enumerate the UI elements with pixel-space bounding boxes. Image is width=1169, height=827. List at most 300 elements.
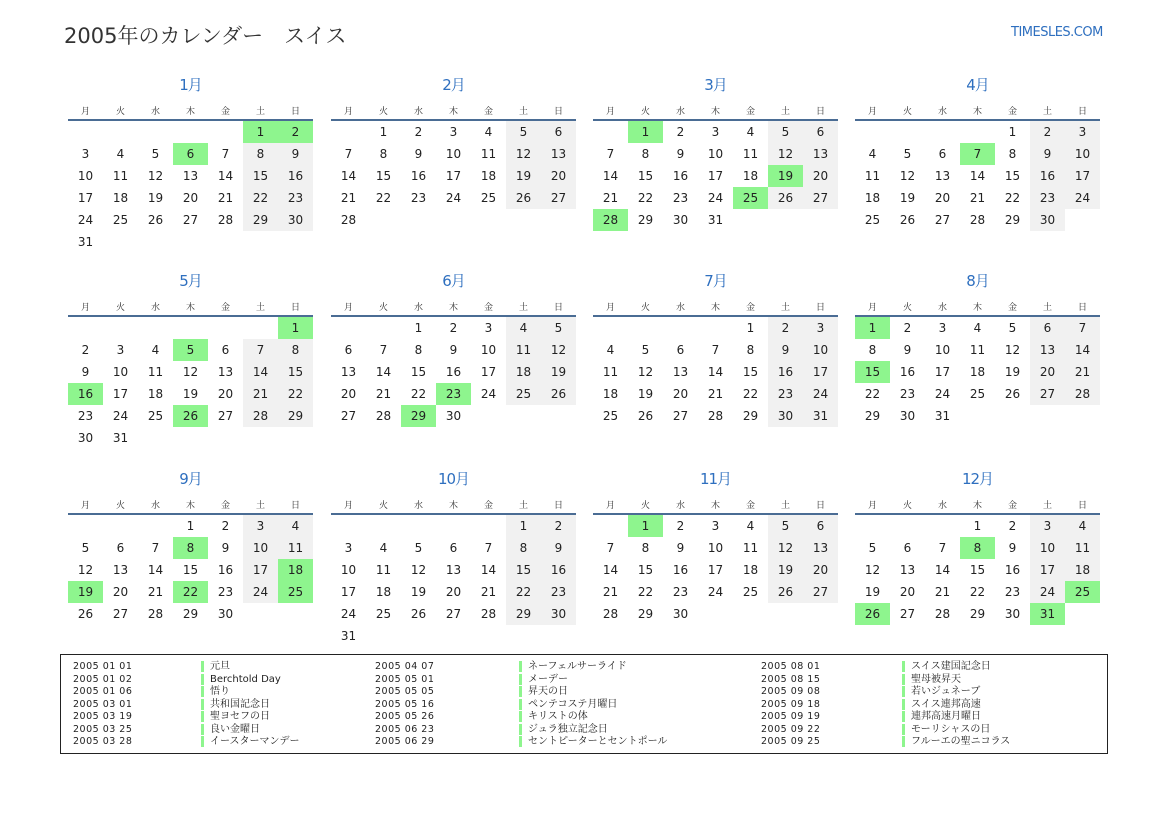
day-cell: 14	[480, 563, 497, 577]
day-cell: 7	[606, 541, 615, 555]
day-cell: 20	[1030, 361, 1065, 383]
day-cell: 3	[484, 321, 493, 335]
day-cell: 20	[672, 387, 689, 401]
day-cell: 4	[1065, 515, 1100, 537]
day-cell: 3	[711, 125, 720, 139]
day-cell: 29	[637, 213, 654, 227]
day-cell: 7	[938, 541, 947, 555]
day-cell: 4	[746, 519, 755, 533]
holiday-name: 若いジュネーブ	[902, 686, 980, 697]
weekday-label: 日	[553, 303, 563, 313]
day-cell: 21	[602, 585, 619, 599]
day-cell: 1	[379, 125, 388, 139]
day-cell: 10	[77, 169, 94, 183]
weekday-label: 水	[937, 107, 947, 117]
day-cell: 13	[112, 563, 129, 577]
day-cell: 11	[602, 365, 619, 379]
weekday-label: 金	[745, 303, 755, 313]
weekday-label: 月	[80, 107, 90, 117]
month-title: 4月	[966, 76, 989, 94]
weekday-label: 水	[937, 303, 947, 313]
weekday-label: 火	[378, 501, 388, 511]
holiday-day-cell: 1	[243, 121, 278, 143]
holiday-name: キリストの体	[519, 711, 588, 722]
weekday-label: 火	[378, 303, 388, 313]
day-cell: 7	[1065, 317, 1100, 339]
day-cell: 22	[637, 191, 654, 205]
day-cell: 19	[147, 191, 164, 205]
weekday-header	[331, 104, 576, 118]
day-cell: 15	[506, 559, 541, 581]
day-cell: 19	[899, 191, 916, 205]
day-cell: 19	[182, 387, 199, 401]
day-cell: 8	[379, 147, 388, 161]
day-cell: 24	[77, 213, 94, 227]
day-cell: 12	[768, 537, 803, 559]
weekday-label: 金	[1007, 303, 1017, 313]
day-cell: 6	[1030, 317, 1065, 339]
weekday-label: 金	[745, 501, 755, 511]
day-cell: 29	[1004, 213, 1021, 227]
weekday-label: 木	[448, 107, 458, 117]
day-cell: 31	[77, 235, 94, 249]
day-cell: 2	[81, 343, 90, 357]
day-cell: 28	[1065, 383, 1100, 405]
holiday-day-cell: 16	[68, 383, 103, 405]
day-cell: 14	[340, 169, 357, 183]
holiday-date: 2005 04 07	[375, 661, 435, 672]
day-cell: 21	[602, 191, 619, 205]
holiday-day-cell: 1	[855, 317, 890, 339]
day-cell: 20	[934, 191, 951, 205]
day-cell: 3	[711, 519, 720, 533]
day-cell: 28	[969, 213, 986, 227]
day-cell: 15	[969, 563, 986, 577]
weekday-header	[593, 498, 838, 512]
weekday-label: 金	[483, 501, 493, 511]
day-cell: 16	[1004, 563, 1021, 577]
day-cell: 9	[81, 365, 90, 379]
holiday-day-cell: 1	[628, 515, 663, 537]
day-cell: 22	[969, 585, 986, 599]
day-cell: 4	[746, 125, 755, 139]
holiday-date: 2005 06 23	[375, 723, 435, 735]
day-cell: 15	[637, 563, 654, 577]
weekday-label: 日	[815, 303, 825, 313]
holiday-day-cell: 25	[733, 187, 768, 209]
day-cell: 24	[1030, 581, 1065, 603]
holiday-name: 共和国記念日	[201, 699, 270, 710]
holiday-name: メーデー	[519, 674, 568, 685]
holiday-name: スイス連邦高速	[902, 699, 981, 710]
month-title: 11月	[699, 470, 732, 488]
holiday-list	[60, 654, 1108, 754]
day-cell: 18	[742, 169, 759, 183]
day-cell: 5	[768, 121, 803, 143]
month-title: 9月	[179, 470, 202, 488]
weekday-label: 火	[902, 107, 912, 117]
day-cell: 17	[340, 585, 357, 599]
day-cell: 3	[81, 147, 90, 161]
day-cell: 8	[243, 143, 278, 165]
day-cell: 11	[506, 339, 541, 361]
weekday-label: 月	[80, 303, 90, 313]
day-cell: 9	[676, 541, 685, 555]
day-cell: 22	[278, 383, 313, 405]
weekday-label: 月	[867, 107, 877, 117]
day-cell: 15	[375, 169, 392, 183]
weekday-label: 木	[972, 501, 982, 511]
month-title: 1月	[179, 76, 202, 94]
day-cell: 30	[445, 409, 462, 423]
weekday-label: 水	[413, 107, 423, 117]
day-cell: 23	[217, 585, 234, 599]
weekday-label: 日	[1077, 107, 1087, 117]
day-cell: 7	[379, 343, 388, 357]
weekday-label: 日	[553, 501, 563, 511]
holiday-day-cell: 19	[68, 581, 103, 603]
day-cell: 21	[480, 585, 497, 599]
day-cell: 25	[112, 213, 129, 227]
day-cell: 14	[217, 169, 234, 183]
day-cell: 18	[506, 361, 541, 383]
day-cell: 12	[768, 143, 803, 165]
day-cell: 19	[637, 387, 654, 401]
day-cell: 18	[602, 387, 619, 401]
day-cell: 11	[864, 169, 881, 183]
day-cell: 25	[602, 409, 619, 423]
day-cell: 12	[77, 563, 94, 577]
day-cell: 13	[899, 563, 916, 577]
day-cell: 3	[449, 125, 458, 139]
day-cell: 30	[672, 607, 689, 621]
day-cell: 18	[1065, 559, 1100, 581]
day-cell: 16	[899, 365, 916, 379]
weekday-label: 月	[867, 501, 877, 511]
day-cell: 10	[1065, 143, 1100, 165]
day-cell: 10	[707, 147, 724, 161]
day-cell: 6	[221, 343, 230, 357]
day-cell: 11	[480, 147, 497, 161]
holiday-day-cell: 25	[1065, 581, 1100, 603]
day-cell: 6	[903, 541, 912, 555]
day-cell: 28	[147, 607, 164, 621]
weekday-label: 木	[710, 501, 720, 511]
day-cell: 4	[379, 541, 388, 555]
day-cell: 26	[77, 607, 94, 621]
day-cell: 10	[1030, 537, 1065, 559]
day-cell: 21	[147, 585, 164, 599]
day-cell: 31	[934, 409, 951, 423]
day-cell: 26	[637, 409, 654, 423]
holiday-day-cell: 5	[173, 339, 208, 361]
day-cell: 20	[182, 191, 199, 205]
weekday-label: 水	[937, 501, 947, 511]
day-cell: 9	[676, 147, 685, 161]
day-cell: 25	[375, 607, 392, 621]
holiday-day-cell: 22	[173, 581, 208, 603]
holiday-date: 2005 06 29	[375, 736, 435, 747]
day-cell: 16	[445, 365, 462, 379]
day-cell: 23	[1030, 187, 1065, 209]
holiday-name: 良い金曜日	[201, 724, 260, 735]
weekday-label: 火	[640, 107, 650, 117]
day-cell: 7	[151, 541, 160, 555]
weekday-label: 水	[413, 303, 423, 313]
weekday-label: 日	[290, 501, 300, 511]
day-cell: 26	[1004, 387, 1021, 401]
day-cell: 17	[803, 361, 838, 383]
day-cell: 7	[484, 541, 493, 555]
holiday-date: 2005 09 19	[761, 711, 821, 722]
day-cell: 15	[637, 169, 654, 183]
day-cell: 14	[243, 361, 278, 383]
page-title: 2005年のカレンダー スイス	[64, 24, 347, 48]
weekday-label: 土	[1042, 501, 1052, 511]
day-cell: 13	[934, 169, 951, 183]
day-cell: 8	[1008, 147, 1017, 161]
weekday-label: 水	[413, 501, 423, 511]
day-cell: 27	[1030, 383, 1065, 405]
day-cell: 6	[541, 121, 576, 143]
weekday-label: 月	[343, 107, 353, 117]
holiday-date: 2005 03 25	[73, 723, 133, 735]
weekday-label: 土	[518, 107, 528, 117]
brand-link[interactable]: TIMESLES.COM	[1011, 25, 1103, 40]
day-cell: 4	[506, 317, 541, 339]
day-cell: 17	[707, 169, 724, 183]
day-cell: 14	[1065, 339, 1100, 361]
day-cell: 28	[243, 405, 278, 427]
day-cell: 24	[112, 409, 129, 423]
day-cell: 28	[217, 213, 234, 227]
day-cell: 13	[217, 365, 234, 379]
weekday-label: 火	[902, 303, 912, 313]
day-cell: 13	[1030, 339, 1065, 361]
holiday-day-cell: 1	[628, 121, 663, 143]
day-cell: 30	[1030, 209, 1065, 231]
day-cell: 12	[182, 365, 199, 379]
day-cell: 9	[1008, 541, 1017, 555]
day-cell: 19	[768, 559, 803, 581]
day-cell: 15	[182, 563, 199, 577]
day-cell: 14	[934, 563, 951, 577]
day-cell: 24	[707, 585, 724, 599]
holiday-name: ペンテコステ月曜日	[519, 699, 617, 710]
day-cell: 3	[243, 515, 278, 537]
weekday-label: 水	[675, 501, 685, 511]
day-cell: 21	[969, 191, 986, 205]
day-cell: 27	[217, 409, 234, 423]
weekday-label: 火	[640, 501, 650, 511]
day-cell: 14	[969, 169, 986, 183]
day-cell: 2	[768, 317, 803, 339]
weekday-label: 金	[1007, 107, 1017, 117]
day-cell: 17	[112, 387, 129, 401]
day-cell: 23	[278, 187, 313, 209]
day-cell: 25	[147, 409, 164, 423]
holiday-date: 2005 01 06	[73, 686, 133, 697]
day-cell: 10	[112, 365, 129, 379]
day-cell: 9	[414, 147, 423, 161]
day-cell: 27	[445, 607, 462, 621]
day-cell: 27	[934, 213, 951, 227]
day-cell: 22	[864, 387, 881, 401]
day-cell: 9	[768, 339, 803, 361]
day-cell: 8	[414, 343, 423, 357]
day-cell: 16	[768, 361, 803, 383]
day-cell: 25	[864, 213, 881, 227]
day-cell: 8	[506, 537, 541, 559]
day-cell: 27	[340, 409, 357, 423]
weekday-label: 土	[518, 303, 528, 313]
holiday-name: スイス建国記念日	[902, 661, 991, 672]
weekday-label: 木	[972, 107, 982, 117]
holiday-day-cell: 8	[173, 537, 208, 559]
day-cell: 10	[445, 147, 462, 161]
day-cell: 3	[116, 343, 125, 357]
holiday-name: 昇天の日	[519, 686, 568, 697]
holiday-day-cell: 15	[855, 361, 890, 383]
day-cell: 14	[707, 365, 724, 379]
weekday-label: 日	[553, 107, 563, 117]
day-cell: 2	[449, 321, 458, 335]
day-cell: 5	[868, 541, 877, 555]
weekday-label: 金	[220, 303, 230, 313]
day-cell: 14	[602, 169, 619, 183]
weekday-label: 金	[745, 107, 755, 117]
holiday-date: 2005 03 28	[73, 736, 133, 747]
weekday-label: 土	[255, 107, 265, 117]
holiday-name: 悟り	[201, 686, 230, 697]
day-cell: 12	[147, 169, 164, 183]
day-cell: 4	[606, 343, 615, 357]
day-cell: 15	[1004, 169, 1021, 183]
day-cell: 21	[375, 387, 392, 401]
day-cell: 9	[541, 537, 576, 559]
day-cell: 7	[711, 343, 720, 357]
holiday-day-cell: 25	[278, 581, 313, 603]
day-cell: 8	[278, 339, 313, 361]
day-cell: 14	[602, 563, 619, 577]
day-cell: 6	[803, 515, 838, 537]
day-cell: 21	[340, 191, 357, 205]
day-cell: 2	[541, 515, 576, 537]
day-cell: 1	[186, 519, 195, 533]
day-cell: 24	[934, 387, 951, 401]
day-cell: 24	[707, 191, 724, 205]
weekday-label: 月	[605, 107, 615, 117]
holiday-date: 2005 01 01	[73, 661, 133, 672]
day-cell: 7	[243, 339, 278, 361]
day-cell: 28	[602, 607, 619, 621]
weekday-label: 金	[1007, 501, 1017, 511]
day-cell: 26	[899, 213, 916, 227]
day-cell: 30	[217, 607, 234, 621]
day-cell: 24	[340, 607, 357, 621]
weekday-header	[331, 300, 576, 314]
day-cell: 20	[803, 559, 838, 581]
day-cell: 4	[484, 125, 493, 139]
day-cell: 29	[182, 607, 199, 621]
weekday-label: 火	[115, 107, 125, 117]
day-cell: 2	[676, 125, 685, 139]
holiday-name: 聖ヨセフの日	[201, 711, 270, 722]
day-cell: 14	[375, 365, 392, 379]
holiday-day-cell: 1	[278, 317, 313, 339]
holiday-date: 2005 09 08	[761, 686, 821, 697]
day-cell: 21	[707, 387, 724, 401]
day-cell: 24	[243, 581, 278, 603]
holiday-date: 2005 05 05	[375, 686, 435, 697]
day-cell: 15	[742, 365, 759, 379]
holiday-date: 2005 09 25	[761, 736, 821, 747]
day-cell: 25	[742, 585, 759, 599]
day-cell: 3	[344, 541, 353, 555]
weekday-label: 木	[185, 501, 195, 511]
holiday-date: 2005 05 16	[375, 698, 435, 710]
day-cell: 22	[243, 187, 278, 209]
day-cell: 1	[973, 519, 982, 533]
day-cell: 15	[410, 365, 427, 379]
day-cell: 20	[899, 585, 916, 599]
weekday-label: 月	[605, 303, 615, 313]
day-cell: 7	[221, 147, 230, 161]
weekday-label: 木	[710, 303, 720, 313]
weekday-label: 月	[867, 303, 877, 313]
weekday-label: 月	[605, 501, 615, 511]
day-cell: 17	[445, 169, 462, 183]
day-cell: 12	[864, 563, 881, 577]
day-cell: 4	[868, 147, 877, 161]
holiday-date: 2005 03 19	[73, 711, 133, 722]
day-cell: 12	[541, 339, 576, 361]
day-cell: 5	[81, 541, 90, 555]
holiday-day-cell: 7	[960, 143, 995, 165]
day-cell: 11	[742, 541, 759, 555]
holiday-name: ネーフェルサーライド	[519, 661, 627, 672]
day-cell: 2	[221, 519, 230, 533]
weekday-label: 火	[115, 303, 125, 313]
day-cell: 22	[637, 585, 654, 599]
weekday-label: 金	[483, 107, 493, 117]
day-cell: 5	[151, 147, 160, 161]
weekday-label: 水	[150, 107, 160, 117]
weekday-label: 月	[343, 303, 353, 313]
weekday-label: 火	[115, 501, 125, 511]
day-cell: 22	[742, 387, 759, 401]
day-cell: 4	[278, 515, 313, 537]
day-cell: 10	[803, 339, 838, 361]
day-cell: 28	[707, 409, 724, 423]
day-cell: 27	[541, 187, 576, 209]
day-cell: 30	[672, 213, 689, 227]
holiday-name: Berchtold Day	[201, 674, 281, 685]
month-title: 12月	[961, 470, 994, 488]
day-cell: 1	[506, 515, 541, 537]
month-title: 10月	[437, 470, 470, 488]
holiday-day-cell: 31	[1030, 603, 1065, 625]
day-cell: 27	[803, 581, 838, 603]
day-cell: 9	[278, 143, 313, 165]
day-cell: 28	[934, 607, 951, 621]
day-cell: 27	[672, 409, 689, 423]
day-cell: 3	[938, 321, 947, 335]
day-cell: 28	[375, 409, 392, 423]
weekday-label: 火	[640, 303, 650, 313]
month-title: 5月	[179, 272, 202, 290]
day-cell: 20	[112, 585, 129, 599]
